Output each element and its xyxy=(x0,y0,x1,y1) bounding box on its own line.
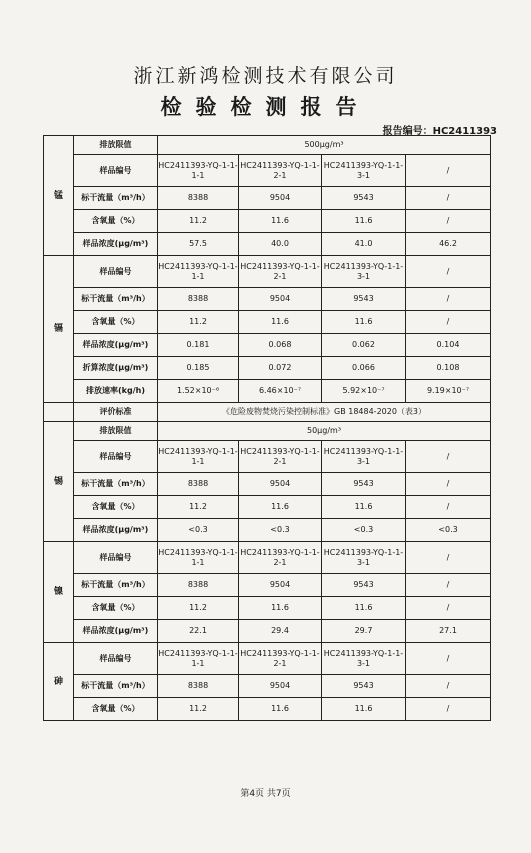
table-row xyxy=(44,403,491,422)
row-label: 含氧量（%） xyxy=(74,496,158,519)
row-label: 样品浓度(μg/m³) xyxy=(74,620,158,643)
cell: 11.6 xyxy=(239,210,322,233)
cell: 11.6 xyxy=(239,698,322,721)
cell: 0.108 xyxy=(406,357,491,380)
cell: <0.3 xyxy=(406,519,491,542)
cell: 8388 xyxy=(158,187,239,210)
cell: 9504 xyxy=(239,473,322,496)
document-title: 检验检测报告 xyxy=(160,95,371,119)
sample-id: HC2411393-YQ-1-1-1-1 xyxy=(158,441,239,473)
cell: 1.52×10⁻⁶ xyxy=(158,380,239,403)
cell: 11.2 xyxy=(158,496,239,519)
row-label: 样品编号 xyxy=(74,155,158,187)
results-table xyxy=(43,135,491,721)
table-row xyxy=(44,643,491,675)
sample-id: HC2411393-YQ-1-1-1-1 xyxy=(158,643,239,675)
report-number: 报告编号：HC2411393 xyxy=(382,126,497,137)
cell: 9543 xyxy=(322,473,406,496)
table-row xyxy=(44,311,491,334)
cell: 9543 xyxy=(322,187,406,210)
row-label: 评价标准 xyxy=(74,403,158,422)
cell: 22.1 xyxy=(158,620,239,643)
table-row xyxy=(44,441,491,473)
cell: 0.062 xyxy=(322,334,406,357)
group-label-ni: 镍 xyxy=(44,542,74,643)
cell: 0.104 xyxy=(406,334,491,357)
row-label: 排放限值 xyxy=(74,422,158,441)
group-label-as: 砷 xyxy=(44,643,74,721)
cell: 9504 xyxy=(239,574,322,597)
sample-id: HC2411393-YQ-1-1-2-1 xyxy=(239,441,322,473)
row-label: 标干流量（m³/h） xyxy=(74,675,158,698)
cell: 11.6 xyxy=(322,597,406,620)
row-label: 样品编号 xyxy=(74,643,158,675)
cell: 11.6 xyxy=(322,311,406,334)
row-label: 排放速率(kg/h) xyxy=(74,380,158,403)
cell: 29.7 xyxy=(322,620,406,643)
sample-id: HC2411393-YQ-1-1-2-1 xyxy=(239,643,322,675)
table-row xyxy=(44,519,491,542)
table-row xyxy=(44,620,491,643)
row-label: 折算浓度(μg/m³) xyxy=(74,357,158,380)
cell: 11.2 xyxy=(158,210,239,233)
sample-id: / xyxy=(406,542,491,574)
cell: 9504 xyxy=(239,187,322,210)
cell: 5.92×10⁻⁷ xyxy=(322,380,406,403)
group-label-cd: 镉 xyxy=(44,256,74,403)
cell: 11.6 xyxy=(322,698,406,721)
table-row xyxy=(44,422,491,441)
sample-id: HC2411393-YQ-1-1-2-1 xyxy=(239,155,322,187)
row-label: 标干流量（m³/h） xyxy=(74,473,158,496)
cell: <0.3 xyxy=(322,519,406,542)
table-row xyxy=(44,233,491,256)
sample-id: / xyxy=(406,256,491,288)
company-name: 浙江新鸿检测技术有限公司 xyxy=(133,65,398,87)
cell: / xyxy=(406,496,491,519)
sample-id: HC2411393-YQ-1-1-1-1 xyxy=(158,542,239,574)
cell: 8388 xyxy=(158,473,239,496)
cell: 9543 xyxy=(322,574,406,597)
table-row xyxy=(44,574,491,597)
blank-cell xyxy=(44,403,74,422)
table-row xyxy=(44,288,491,311)
cell: / xyxy=(406,288,491,311)
cell: / xyxy=(406,311,491,334)
cell: <0.3 xyxy=(239,519,322,542)
cell: 8388 xyxy=(158,288,239,311)
row-label: 样品编号 xyxy=(74,542,158,574)
cell: 0.068 xyxy=(239,334,322,357)
cell: 11.2 xyxy=(158,597,239,620)
table-row xyxy=(44,210,491,233)
cell: 40.0 xyxy=(239,233,322,256)
cell: 9504 xyxy=(239,675,322,698)
cell: / xyxy=(406,187,491,210)
sample-id: HC2411393-YQ-1-1-3-1 xyxy=(322,542,406,574)
cell: / xyxy=(406,698,491,721)
row-label: 样品浓度(μg/m³) xyxy=(74,519,158,542)
cell: 8388 xyxy=(158,574,239,597)
cell: 11.2 xyxy=(158,311,239,334)
cell: 9.19×10⁻⁷ xyxy=(406,380,491,403)
row-label: 含氧量（%） xyxy=(74,698,158,721)
row-label: 标干流量（m³/h） xyxy=(74,187,158,210)
sample-id: HC2411393-YQ-1-1-2-1 xyxy=(239,256,322,288)
table-row xyxy=(44,496,491,519)
table-row xyxy=(44,597,491,620)
row-label: 含氧量（%） xyxy=(74,311,158,334)
sample-id: HC2411393-YQ-1-1-3-1 xyxy=(322,643,406,675)
row-label: 样品编号 xyxy=(74,256,158,288)
table-row xyxy=(44,473,491,496)
table-row xyxy=(44,136,491,155)
sample-id: HC2411393-YQ-1-1-3-1 xyxy=(322,256,406,288)
cell: 11.6 xyxy=(239,597,322,620)
table-row xyxy=(44,675,491,698)
table-row xyxy=(44,542,491,574)
table-row xyxy=(44,155,491,187)
row-label: 标干流量（m³/h） xyxy=(74,288,158,311)
cell: 11.6 xyxy=(239,496,322,519)
cell: / xyxy=(406,597,491,620)
standard-text: 《危险废物焚烧污染控制标准》GB 18484-2020（表3） xyxy=(158,403,491,422)
cell: 11.6 xyxy=(239,311,322,334)
table-row xyxy=(44,187,491,210)
cell: 9543 xyxy=(322,675,406,698)
row-label: 排放限值 xyxy=(74,136,158,155)
table-row xyxy=(44,256,491,288)
cell: / xyxy=(406,675,491,698)
cell: 0.185 xyxy=(158,357,239,380)
row-label: 含氧量（%） xyxy=(74,597,158,620)
row-label: 样品编号 xyxy=(74,441,158,473)
row-label: 样品浓度(μg/m³) xyxy=(74,233,158,256)
cell: / xyxy=(406,210,491,233)
limit-value: 50μg/m³ xyxy=(158,422,491,441)
cell: 0.072 xyxy=(239,357,322,380)
sample-id: / xyxy=(406,441,491,473)
cell: / xyxy=(406,473,491,496)
table-row xyxy=(44,698,491,721)
cell: 0.066 xyxy=(322,357,406,380)
table-row xyxy=(44,357,491,380)
sample-id: / xyxy=(406,155,491,187)
group-label-mn: 锰 xyxy=(44,136,74,256)
cell: 46.2 xyxy=(406,233,491,256)
cell: 9543 xyxy=(322,288,406,311)
cell: 29.4 xyxy=(239,620,322,643)
sample-id: HC2411393-YQ-1-1-1-1 xyxy=(158,256,239,288)
row-label: 样品浓度(μg/m³) xyxy=(74,334,158,357)
cell: 6.46×10⁻⁷ xyxy=(239,380,322,403)
cell: 8388 xyxy=(158,675,239,698)
row-label: 标干流量（m³/h） xyxy=(74,574,158,597)
cell: 41.0 xyxy=(322,233,406,256)
cell: <0.3 xyxy=(158,519,239,542)
sample-id: HC2411393-YQ-1-1-2-1 xyxy=(239,542,322,574)
cell: 11.2 xyxy=(158,698,239,721)
cell: 11.6 xyxy=(322,496,406,519)
sample-id: HC2411393-YQ-1-1-1-1 xyxy=(158,155,239,187)
table-row xyxy=(44,380,491,403)
cell: 57.5 xyxy=(158,233,239,256)
group-label-sn: 锡 xyxy=(44,422,74,542)
table-row xyxy=(44,334,491,357)
cell: 11.6 xyxy=(322,210,406,233)
sample-id: HC2411393-YQ-1-1-3-1 xyxy=(322,441,406,473)
row-label: 含氧量（%） xyxy=(74,210,158,233)
sample-id: / xyxy=(406,643,491,675)
cell: 9504 xyxy=(239,288,322,311)
cell: 27.1 xyxy=(406,620,491,643)
cell: / xyxy=(406,574,491,597)
sample-id: HC2411393-YQ-1-1-3-1 xyxy=(322,155,406,187)
page-footer: 第4页 共7页 xyxy=(240,789,291,799)
cell: 0.181 xyxy=(158,334,239,357)
limit-value: 500μg/m³ xyxy=(158,136,491,155)
